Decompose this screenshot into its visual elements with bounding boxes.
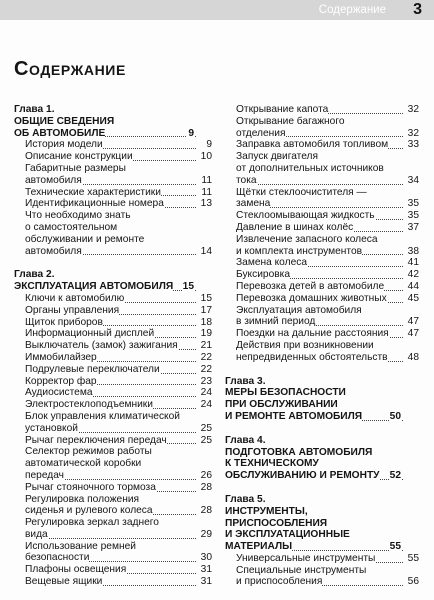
toc-entry[interactable]: [225, 104, 419, 116]
toc-entry-page: 33: [407, 139, 419, 151]
toc-entry[interactable]: [14, 198, 212, 210]
toc-entry-page: 10: [200, 151, 212, 163]
toc-entry[interactable]: [225, 234, 419, 258]
toc-entry-text: Подрулевые переключатели: [25, 363, 160, 375]
toc-entry-page: 26: [200, 469, 212, 481]
chapter-title-page: 9: [188, 127, 194, 139]
toc-entry[interactable]: [225, 139, 419, 151]
toc-entry[interactable]: [14, 151, 212, 163]
toc-entry-page: 24: [200, 387, 212, 399]
toc-entry[interactable]: [225, 305, 419, 329]
toc-entry[interactable]: [225, 293, 419, 305]
toc-entry-page: 47: [407, 328, 419, 340]
toc-entry-page: 35: [407, 198, 419, 210]
toc-entry-page: 23: [200, 375, 212, 387]
toc-entry-text: Универсальные инструменты: [236, 552, 376, 564]
toc-entry-text: Извлечение запасного колеса и комплекта инструментов: [236, 233, 378, 257]
toc-entry-page: 30: [200, 552, 212, 564]
toc-entry-body: [25, 317, 212, 329]
toc-entry-text: Селектор режимов работы автоматической коробки передач: [25, 446, 152, 481]
toc-entry[interactable]: [14, 210, 212, 257]
toc-entry-page: 29: [200, 528, 212, 540]
chapter-title[interactable]: [225, 506, 419, 553]
toc-entry-body: [236, 328, 419, 340]
toc-entry-page: 18: [200, 316, 212, 328]
toc-entry-text: Заправка автомобиля топливом: [236, 139, 389, 151]
toc-entry-text: Описание конструкции: [25, 151, 133, 163]
toc-entry-text: Открывание багажного отделения: [236, 115, 345, 139]
toc-entry-page: 56: [407, 576, 419, 588]
toc-entry-page: 48: [407, 351, 419, 363]
chapter-block: [14, 269, 212, 588]
page-title: Содержание: [14, 58, 126, 80]
toc-entry-text: Щиток приборов: [25, 316, 103, 328]
toc-entry-text: Поездки на дальние расстояния: [236, 328, 389, 340]
toc-entry[interactable]: [225, 553, 419, 565]
toc-entry-page: 35: [407, 210, 419, 222]
toc-entry-text: Выключатель (замок) зажигания: [25, 340, 178, 352]
chapter-title-body: [14, 116, 194, 140]
toc-entry[interactable]: [225, 340, 419, 364]
toc-entry-text: История модели: [25, 139, 103, 151]
toc-entry-text: Плафоны освещения: [25, 564, 127, 576]
toc-entry-body: [236, 210, 419, 222]
toc-entry[interactable]: [14, 139, 212, 151]
toc-entry-text: Регулировка зеркал заднего вида: [25, 517, 159, 540]
chapter-label: Глава 4.: [225, 434, 266, 446]
chapter-title[interactable]: [225, 387, 419, 422]
toc-entry[interactable]: [14, 305, 212, 317]
toc-entry-text: Открывание капота: [236, 104, 329, 115]
toc-entry-body: [236, 293, 419, 305]
toc-entry-text: Электростеклоподъемники: [25, 399, 153, 411]
toc-entry-text: Действия при возникновении непредвиденных обстоятельств: [236, 339, 388, 363]
chapter-title-body: [225, 387, 401, 422]
toc-entry[interactable]: [14, 364, 212, 376]
toc-entry-body: [236, 305, 419, 329]
toc-entry-text: Иммобилайзер: [25, 351, 97, 363]
toc-column-left: [14, 104, 212, 600]
toc-entry-text: Давление в шинах колёс: [236, 221, 354, 233]
toc-entry-text: Щётки стеклоочистителя — замена: [236, 186, 367, 210]
chapter-label: Глава 1.: [14, 104, 55, 115]
toc-entry[interactable]: [225, 187, 419, 211]
chapter-block: [14, 104, 212, 257]
toc-entry-text: Рычаг стояночного тормоза: [25, 481, 156, 493]
toc-entry-page: 32: [407, 127, 419, 139]
toc-entry-body: [25, 387, 212, 399]
toc-entry[interactable]: [14, 163, 212, 187]
toc-entry-body: [25, 187, 212, 199]
toc-entry-text: Рычаг переключения передач: [25, 434, 167, 446]
toc-entry-body: [25, 446, 212, 481]
toc-entry[interactable]: [225, 257, 419, 269]
toc-entry[interactable]: [225, 328, 419, 340]
toc-entry[interactable]: [225, 269, 419, 281]
toc-entry-page: 21: [200, 340, 212, 352]
toc-entry-page: 38: [407, 245, 419, 257]
toc-entry-body: [236, 565, 419, 589]
chapter-title-body: [14, 281, 194, 293]
toc-entry-body: [25, 411, 212, 435]
toc-entry-body: [25, 139, 212, 151]
toc-entry[interactable]: [14, 435, 212, 447]
toc-entry-text: Аудиосистема: [25, 387, 93, 399]
toc-entry-body: [236, 234, 419, 258]
toc-entry-body: [236, 104, 419, 116]
chapter-title-page: 50: [389, 410, 401, 422]
toc-entry-page: 9: [206, 139, 212, 151]
toc-entry-page: 11: [201, 174, 212, 186]
toc-entry-body: [236, 553, 419, 565]
toc-entry-page: 42: [407, 269, 419, 281]
toc-entry-body: [236, 222, 419, 234]
toc-entry[interactable]: [14, 494, 212, 518]
toc-entry-page: 13: [200, 198, 212, 210]
toc-entry[interactable]: [225, 222, 419, 234]
toc-entry-text: Идентификационные номера: [25, 198, 164, 210]
chapter-title-text: ЭКСПЛУАТАЦИЯ АВТОМОБИЛЯ: [14, 281, 174, 293]
toc-entry-page: 25: [200, 434, 212, 446]
toc-entry-page: 28: [200, 481, 212, 493]
toc-entry-body: [236, 340, 419, 364]
chapter-block: [225, 494, 419, 588]
chapter-block: [225, 376, 419, 423]
toc-entry-body: [25, 517, 212, 541]
toc-entry[interactable]: [14, 293, 212, 305]
toc-entry-page: 11: [201, 186, 212, 198]
toc-entry-body: [236, 151, 419, 186]
toc-entry-text: Регулировка положения сиденья и рулевого колеса: [25, 493, 153, 517]
toc-entry[interactable]: [225, 565, 419, 589]
chapter-label: Глава 2.: [14, 269, 55, 281]
toc-entry-page: 47: [407, 316, 419, 328]
toc-entry-body: [25, 435, 212, 447]
toc-entry-text: Вещевые ящики: [25, 576, 103, 588]
toc-entry-text: Буксировка: [236, 269, 291, 281]
toc-entry[interactable]: [14, 446, 212, 481]
chapter-label: Глава 5.: [225, 493, 266, 505]
toc-entry-body: [25, 364, 212, 376]
toc-entry-body: [25, 352, 212, 364]
toc-entry-body: [25, 541, 212, 565]
toc-entry-text: Специальные инструменты и приспособления: [236, 564, 367, 588]
toc-entry-text: Габаритные размеры автомобиля: [25, 162, 126, 186]
toc-entry-text: Стеклоомывающая жидкость: [236, 210, 375, 222]
toc-entry-body: [25, 198, 212, 210]
toc-entry-body: [25, 564, 212, 576]
chapter-block: [225, 435, 419, 482]
header-band: [0, 0, 434, 20]
toc-entry-page: 44: [407, 280, 419, 292]
chapter-title-body: [225, 447, 401, 482]
toc-entry-body: [236, 281, 419, 293]
toc-entry[interactable]: [14, 352, 212, 364]
toc-entry-text: Ключи к автомобилю: [25, 292, 125, 304]
toc-entry-body: [25, 482, 212, 494]
chapter-title-page: 15: [182, 281, 194, 293]
chapter-title-body: [225, 506, 401, 553]
toc-entry-page: 32: [407, 104, 419, 115]
toc-entry-text: Информационный дисплей: [25, 328, 155, 340]
toc-entry[interactable]: [14, 411, 212, 435]
toc-entry-body: [236, 257, 419, 269]
toc-entry-page: 15: [200, 292, 212, 304]
toc-entry-body: [25, 340, 212, 352]
chapter-block: [225, 104, 419, 364]
toc-entry[interactable]: [14, 541, 212, 565]
toc-entry-text: Блок управления климатической установкой: [25, 410, 180, 434]
toc-entry-body: [25, 210, 212, 257]
toc-entry-body: [25, 376, 212, 388]
toc-entry-page: 22: [200, 351, 212, 363]
toc-entry-text: Замена колеса: [236, 257, 307, 269]
toc-entry-text: Технические характеристики: [25, 186, 161, 198]
toc-entry-page: 25: [200, 422, 212, 434]
toc-entry-text: Корректор фар: [25, 375, 97, 387]
toc-entry[interactable]: [14, 328, 212, 340]
toc-entry[interactable]: [14, 376, 212, 388]
chapter-title[interactable]: [14, 116, 212, 140]
toc-entry[interactable]: [14, 387, 212, 399]
toc-entry-body: [236, 116, 419, 140]
page-number: 3: [413, 1, 422, 18]
toc-entry[interactable]: [14, 564, 212, 576]
toc-entry[interactable]: [14, 482, 212, 494]
chapter-title[interactable]: [14, 281, 212, 293]
toc-entry-text: Перевозка детей в автомобиле: [236, 280, 385, 292]
toc-entry-page: 24: [200, 399, 212, 411]
toc-entry-page: 41: [407, 257, 419, 269]
toc-entry-text: Органы управления: [25, 304, 120, 316]
toc-entry-body: [25, 399, 212, 411]
chapter-title[interactable]: [225, 447, 419, 482]
toc-entry-body: [236, 139, 419, 151]
toc-entry-body: [236, 187, 419, 211]
toc-entry-text: Запуск двигателя от дополнительных источников тока: [236, 151, 384, 186]
toc-entry[interactable]: [14, 187, 212, 199]
running-header: Содержание: [318, 4, 386, 16]
toc-entry-page: 55: [407, 552, 419, 564]
toc-entry-page: 28: [200, 505, 212, 517]
chapter-title-text: ПОДГОТОВКА АВТОМОБИЛЯ К ТЕХНИЧЕСКОМУ ОБСЛУЖИВАНИЮ И РЕМОНТУ: [225, 446, 380, 482]
toc-entry-body: [25, 576, 212, 588]
chapter-title-page: 52: [389, 470, 401, 482]
chapter-title-text: ОБЩИЕ СВЕДЕНИЯ ОБ АВТОМОБИЛЕ: [14, 115, 115, 139]
toc-entry-page: 37: [407, 221, 419, 233]
toc-entry-body: [25, 494, 212, 518]
toc-entry[interactable]: [14, 317, 212, 329]
toc-entry-text: Эксплуатация автомобиля в зимний период: [236, 304, 362, 328]
toc-entry[interactable]: [225, 281, 419, 293]
toc-entry[interactable]: [225, 151, 419, 186]
chapter-label: Глава 3.: [225, 375, 266, 387]
toc-entry-body: [25, 163, 212, 187]
toc-entry[interactable]: [225, 116, 419, 140]
toc-entry-text: Использование ремней безопасности: [25, 540, 136, 564]
toc-entry-body: [25, 305, 212, 317]
toc-entry[interactable]: [225, 210, 419, 222]
chapter-title-page: 55: [389, 541, 401, 553]
toc-entry-page: 22: [200, 363, 212, 375]
toc-entry-body: [25, 293, 212, 305]
chapter-title-text: МЕРЫ БЕЗОПАСНОСТИ ПРИ ОБСЛУЖИВАНИИ И РЕМОНТЕ АВТОМОБИЛЯ: [225, 387, 363, 422]
toc-entry-body: [25, 151, 212, 163]
toc-entry-page: 31: [200, 564, 212, 576]
chapter-title-text: ИНСТРУМЕНТЫ, ПРИСПОСОБЛЕНИЯ И ЭКСПЛУАТАЦИОННЫЕ МАТЕРИАЛЫ: [225, 505, 350, 553]
toc-entry[interactable]: [14, 399, 212, 411]
toc-entry-page: 31: [200, 576, 212, 588]
toc-entry-page: 19: [200, 328, 212, 340]
toc-entry-page: 14: [200, 245, 212, 257]
toc-entry-page: 45: [407, 292, 419, 304]
toc-entry-body: [236, 269, 419, 281]
toc-entry-body: [25, 328, 212, 340]
toc-entry-text: Что необходимо знать о самостоятельном обслуживании и ремонте автомобиля: [25, 210, 145, 257]
toc-column-right: [225, 104, 419, 600]
toc-entry-text: Перевозка домашних животных: [236, 292, 387, 304]
toc-entry-page: 34: [407, 174, 419, 186]
toc-entry-page: 17: [200, 304, 212, 316]
toc-entry[interactable]: [14, 517, 212, 541]
toc-entry[interactable]: [14, 576, 212, 588]
toc-entry[interactable]: [14, 340, 212, 352]
